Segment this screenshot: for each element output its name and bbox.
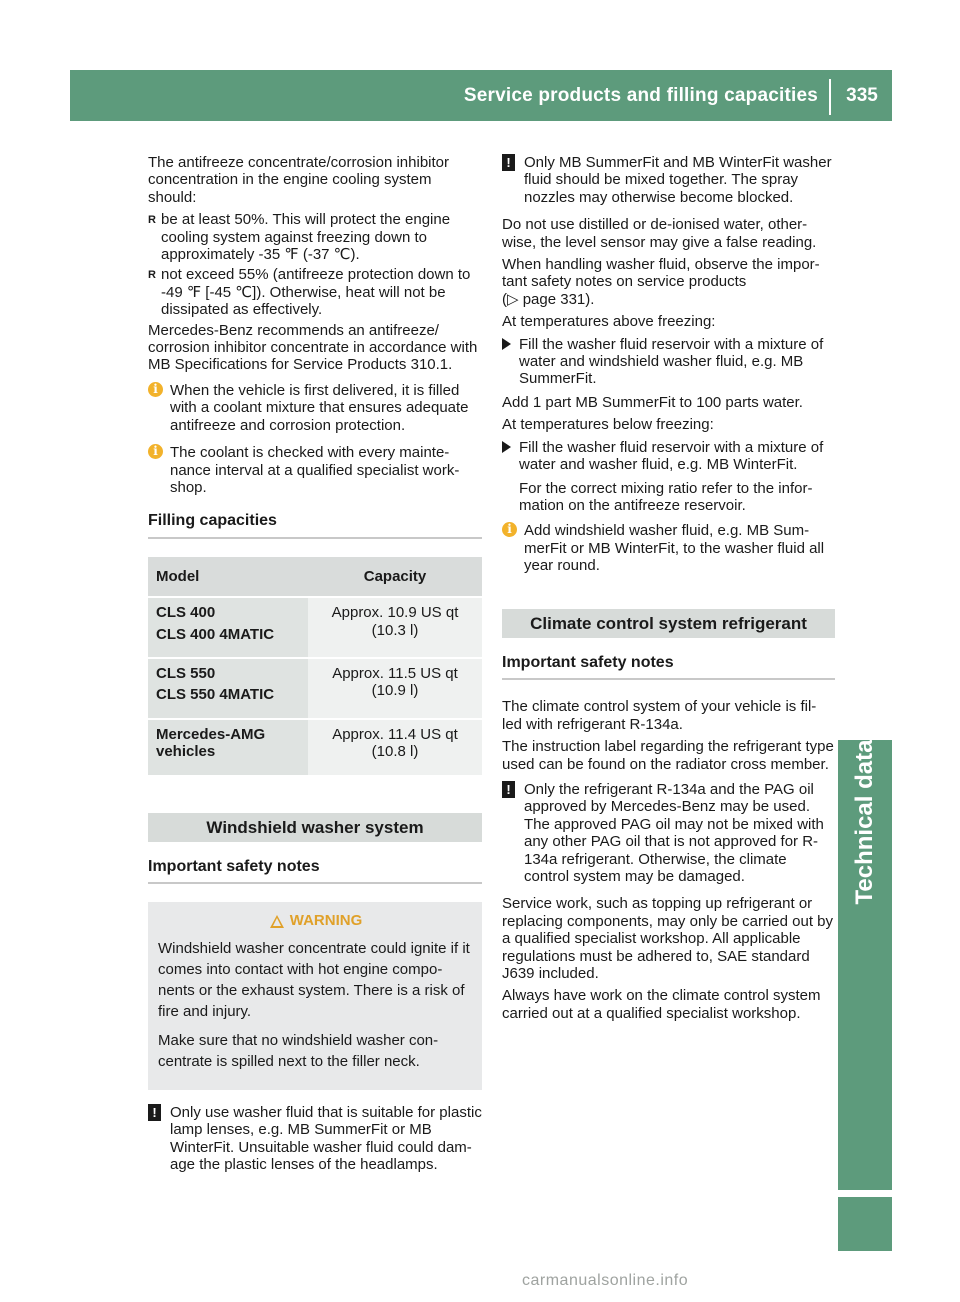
model-cell xyxy=(148,720,308,775)
filling-capacities-heading: Filling capacities xyxy=(148,512,482,538)
model-name: Mercedes-AMG vehicles xyxy=(156,725,266,761)
climate-text: The instruction label regarding the refrigerant type used can be found on the radiator cross member. xyxy=(502,738,834,773)
caution-note xyxy=(502,154,835,206)
info-note xyxy=(502,522,835,574)
info-icon: i xyxy=(502,522,517,537)
below-freezing-text: At temperatures below freezing: xyxy=(502,416,714,434)
caution-note xyxy=(148,1104,482,1174)
antifreeze-intro: The antifreeze concentrate/corrosion inhibitor concentration in the engine cooling system should: xyxy=(148,154,449,206)
model-name: CLS 550 4MATIC xyxy=(156,686,275,704)
model-cell xyxy=(148,598,308,657)
warning-label: WARNING xyxy=(289,912,363,930)
page-reference-link[interactable]: (▷ page 331). xyxy=(502,290,595,308)
capacity-cell: Approx. 10.9 US qt (10.3 l) xyxy=(308,598,482,657)
model-cell xyxy=(148,659,308,718)
info-note xyxy=(148,444,482,496)
step-text: Fill the washer fluid reservoir with a mixture of water and windshield washer fluid, e.g. MB SummerFit. xyxy=(519,335,824,388)
climate-text: The climate control system of your vehicle is fil- led with refrigerant R-134a. xyxy=(502,698,817,733)
exclamation-icon: ! xyxy=(502,154,515,171)
header-title: Service products and filling capacities xyxy=(463,85,818,106)
model-name: CLS 400 4MATIC xyxy=(156,625,275,643)
climate-heading: Climate control system refrigerant xyxy=(502,609,835,638)
step-subtext: For the correct mixing ratio refer to the infor- mation on the antifreeze reservoir. xyxy=(519,479,813,514)
table-row xyxy=(148,659,482,720)
table-header-model: Model xyxy=(156,567,200,585)
filling-capacities-table xyxy=(148,557,482,777)
bullet-item: R not exceed 55% (antifreeze protection down to -49 ℉ [-45 ℃]). Otherwise, heat will not be dissipated as effectively. xyxy=(148,266,482,318)
washer-system-heading: Windshield washer system xyxy=(148,813,482,842)
service-work-text: Service work, such as topping up refrigerant or replacing components, may only be carried out by a qualified specialist workshop. All applicable regulations must be adhered to, SAE standard J639 included. xyxy=(502,895,834,983)
table-header-capacity: Capacity xyxy=(363,567,427,585)
above-freezing-text: At temperatures above freezing: xyxy=(502,313,716,331)
capacity-cell: Approx. 11.5 US qt (10.9 l) xyxy=(308,659,482,718)
step-arrow-icon xyxy=(502,338,511,350)
table-header-row xyxy=(148,557,482,598)
info-icon: i xyxy=(148,444,163,459)
table-row xyxy=(148,598,482,659)
instruction-step xyxy=(502,439,835,515)
warning-header xyxy=(158,912,474,929)
distilled-water-text: Do not use distilled or de-ionised water, other- wise, the level sensor may give a false reading. xyxy=(502,216,817,251)
info-note xyxy=(148,382,482,434)
handling-text xyxy=(502,256,835,308)
instruction-step xyxy=(502,336,835,388)
exclamation-icon: ! xyxy=(502,781,515,798)
step-text: Fill the washer fluid reservoir with a mixture of water and washer fluid, e.g. MB WinterFit. xyxy=(519,438,824,474)
info-icon: i xyxy=(148,382,163,397)
washer-safety-heading: Important safety notes xyxy=(148,858,482,884)
model-name: CLS 550 xyxy=(156,664,216,682)
warning-text: Windshield washer concentrate could ignite if it comes into contact with hot engine compo- nents or the exhaust system. There is a risk of fire and injury. xyxy=(158,939,470,1020)
climate-safety-heading: Important safety notes xyxy=(502,654,835,680)
warning-triangle-icon xyxy=(270,915,284,928)
workshop-text: Always have work on the climate control system carried out at a qualified specialist workshop. xyxy=(502,987,821,1022)
step-arrow-icon xyxy=(502,441,511,453)
header-divider xyxy=(829,79,831,115)
side-tab-marker xyxy=(838,1197,892,1251)
caution-note-text: Only MB SummerFit and MB WinterFit washer fluid should be mixed together. The spray nozzles may otherwise become blocked. xyxy=(524,154,832,206)
left-column xyxy=(148,154,482,1183)
table-row xyxy=(148,720,482,777)
warning-text: Make sure that no windshield washer con- centrate is spilled next to the filler neck. xyxy=(158,1031,439,1070)
caution-note-text: Only use washer fluid that is suitable for plastic lamp lenses, e.g. MB SummerFit or MB WinterFit. Unsuitable washer fluid could dam- age the plastic lenses of the headlamps. xyxy=(170,1103,482,1173)
side-tab-label: Technical data xyxy=(851,739,878,905)
recommendation-text: Mercedes-Benz recommends an antifreeze/ corrosion inhibitor concentrate in accordance with MB Specifications for Service Products 310.1. xyxy=(148,321,478,374)
model-name: CLS 400 xyxy=(156,604,216,622)
caution-note xyxy=(502,781,835,885)
caution-note-text: Only the refrigerant R-134a and the PAG oil approved by Mercedes-Benz may be used. The approved PAG oil may not be mixed with any other PAG oil that is not approved for R-134a refrigerant. Otherwise, the climate control system may be damaged. xyxy=(524,780,824,885)
exclamation-icon: ! xyxy=(148,1104,161,1121)
warning-box xyxy=(148,902,482,1089)
watermark: carmanualsonline.info xyxy=(522,1272,689,1289)
bullet-item: R be at least 50%. This will protect the engine cooling system against freezing down to approximately -35 ℉ (-37 ℃). xyxy=(148,211,482,263)
right-column xyxy=(502,154,835,1027)
capacity-cell: Approx. 11.4 US qt (10.8 l) xyxy=(308,720,482,775)
info-note-text: The coolant is checked with every mainte- nance interval at a qualified specialist work- shop. xyxy=(170,444,460,496)
info-note-text: Add windshield washer fluid, e.g. MB Sum- merFit or MB WinterFit, to the washer fluid all year round. xyxy=(524,522,825,575)
mix-ratio-text: Add 1 part MB SummerFit to 100 parts water. xyxy=(502,393,803,411)
page-number: 335 xyxy=(846,85,878,106)
handling-text-body: When handling washer fluid, observe the impor- tant safety notes on service products xyxy=(502,256,820,291)
page-header xyxy=(70,70,892,121)
info-note-text: When the vehicle is first delivered, it is filled with a coolant mixture that ensures adequate antifreeze and corrosion protection. xyxy=(170,381,469,434)
antifreeze-bullets xyxy=(148,211,482,318)
